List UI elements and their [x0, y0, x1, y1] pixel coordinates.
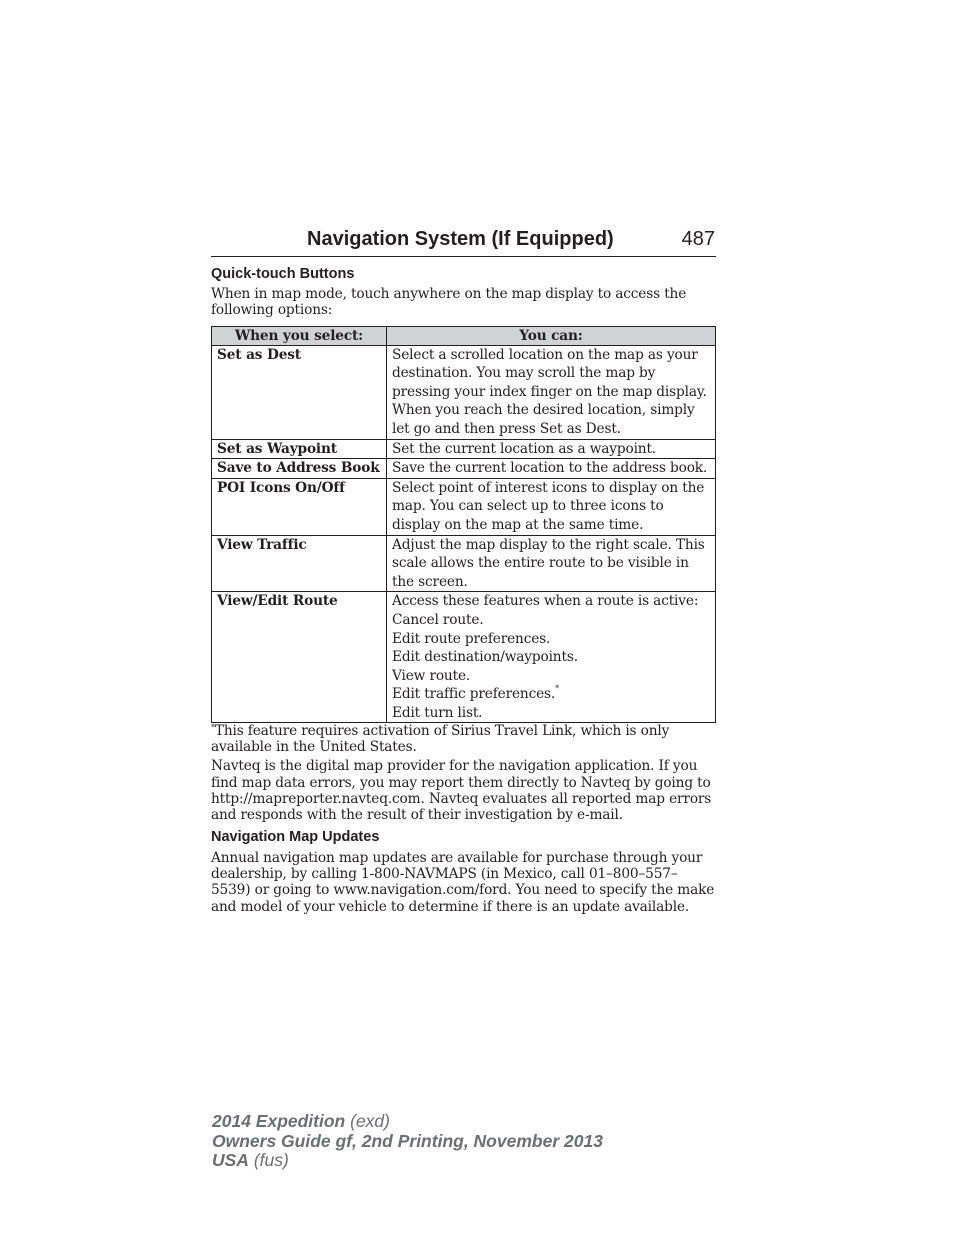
description-line: Adjust the map display to the right scale. This: [392, 536, 705, 553]
option-description: [387, 592, 716, 723]
option-name: View/Edit Route: [212, 592, 387, 723]
description-text: Edit traffic preferences.: [392, 686, 556, 703]
description-line: Edit destination/waypoints.: [392, 649, 578, 666]
table-row: [212, 439, 716, 459]
description-line: Edit turn list.: [392, 704, 483, 721]
footer-market-code: (fus): [253, 1150, 289, 1170]
footer-line-model: [212, 1112, 603, 1132]
options-table: [211, 326, 716, 724]
section-heading-quick-touch: Quick-touch Buttons: [211, 266, 355, 282]
description-line: scale allows the entire route to be visible in: [392, 555, 689, 572]
description-line: destination. You may scroll the map by: [392, 365, 656, 382]
description-line: Set the current location as a waypoint.: [392, 440, 657, 457]
map-updates-paragraph: Annual navigation map updates are available for purchase through your dealership, by calling 1-800-NAVMAPS (in Mexico, call 01–800–557–5539) or going to www.navigation.com/ford. You need to specify the make and model of your vehicle to determine if there is an update available.: [211, 849, 715, 915]
footer-line-guide: [212, 1132, 603, 1152]
manual-page: [211, 228, 716, 915]
description-line: Save the current location to the address book.: [392, 460, 708, 477]
navteq-paragraph: Navteq is the digital map provider for the navigation application. If you find map data errors, you may report them directly to Navteq by going to http://mapreporter.navteq.com. Navteq evaluates all reported map errors and responds with the result of their investigation by e-mail.: [211, 758, 712, 824]
description-line: Edit route preferences.: [392, 630, 551, 647]
option-description: [387, 439, 716, 459]
footnote-marker: *: [555, 684, 559, 694]
footer-line-market: [212, 1151, 603, 1171]
description-line: the screen.: [392, 573, 468, 590]
column-header-select: When you select:: [212, 326, 387, 345]
option-description: [387, 478, 716, 535]
page-title: Navigation System (If Equipped): [307, 228, 614, 250]
intro-paragraph: When in map mode, touch anywhere on the map display to access the following options:: [211, 286, 687, 319]
description-line: pressing your index finger on the map display.: [392, 383, 707, 400]
description-line: let go and then press Set as Dest.: [392, 420, 621, 437]
column-header-action: You can:: [387, 326, 716, 345]
description-line: Access these features when a route is active:: [392, 593, 699, 610]
option-name: Set as Dest: [212, 345, 387, 439]
description-line: [392, 685, 710, 704]
table-row: [212, 592, 716, 723]
footnote: [211, 724, 716, 755]
footer-model-code: (exd): [350, 1111, 390, 1131]
table-header-row: [212, 326, 716, 345]
table-row: [212, 478, 716, 535]
description-line: Cancel route.: [392, 611, 484, 628]
option-name: Set as Waypoint: [212, 439, 387, 459]
description-line: View route.: [392, 667, 471, 684]
description-line: Select a scrolled location on the map as your: [392, 346, 698, 363]
page-header: [211, 228, 716, 257]
description-line: display on the map at the same time.: [392, 516, 644, 533]
table-row: [212, 345, 716, 439]
footer-model: 2014 Expedition: [212, 1111, 346, 1131]
option-description: [387, 345, 716, 439]
page-number: 487: [681, 228, 715, 250]
option-description: [387, 459, 716, 479]
option-name: Save to Address Book: [212, 459, 387, 479]
footnote-marker: *: [211, 723, 215, 733]
footer-guide: Owners Guide gf, 2nd Printing, November 2013: [212, 1130, 603, 1151]
option-name: POI Icons On/Off: [212, 478, 387, 535]
table-row: [212, 459, 716, 479]
option-description: [387, 535, 716, 592]
table-row: [212, 535, 716, 592]
page-footer: [212, 1112, 603, 1171]
section-heading-map-updates: Navigation Map Updates: [211, 828, 380, 845]
description-line: map. You can select up to three icons to: [392, 498, 664, 515]
footer-market: USA: [212, 1150, 249, 1170]
description-line: Select point of interest icons to display on the: [392, 479, 705, 496]
footnote-text: This feature requires activation of Sirius Travel Link, which is only available in the United States.: [211, 723, 670, 755]
option-name: View Traffic: [212, 535, 387, 592]
description-line: When you reach the desired location, simply: [392, 402, 695, 419]
